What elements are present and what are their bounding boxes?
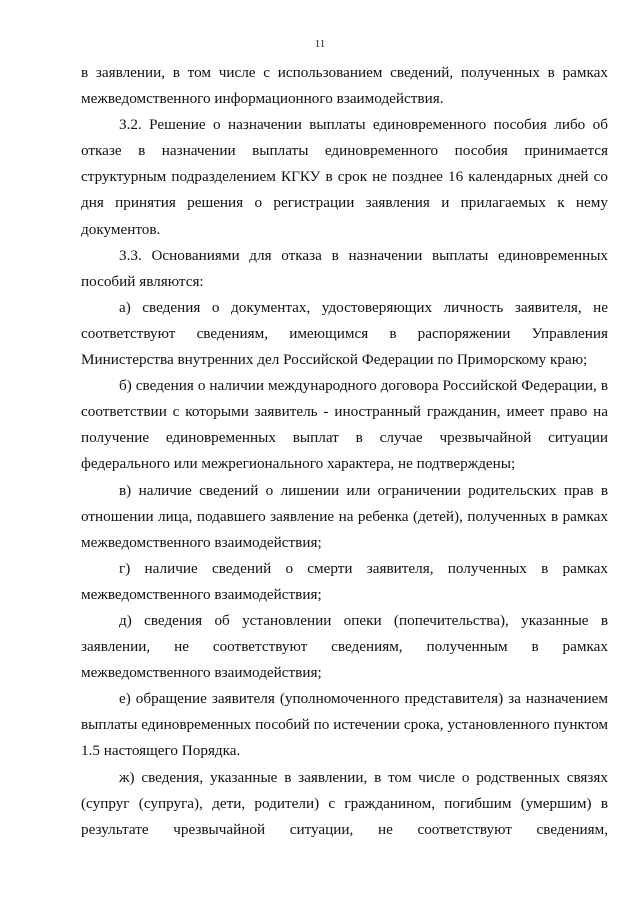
document-body xyxy=(81,60,608,843)
list-item-a: а) сведения о документах, удостоверяющих личность заявителя, не соответствуют сведениям, имеющимся в распоряжении Управления Министерства внутренних дел Российской Федерации по Приморскому краю; xyxy=(81,298,608,369)
page-number: 11 xyxy=(314,38,326,50)
paragraph-3-2: 3.2. Решение о назначении выплаты единовременного пособия либо об отказе в назначении выплаты единовременного пособия принимается структурным подразделением КГКУ в срок не позднее 16 календарных дней со дня принятия решения о регистрации заявления и прилагаемых к нему документов. xyxy=(81,116,608,238)
list-item-zh: ж) сведения, указанные в заявлении, в том числе о родственных связях (супруг (супруга), дети, родители) с гражданином, погибшим (умершим) в результате чрезвычайной ситуации, не соответствуют сведениям, xyxy=(81,768,608,838)
paragraph-3-3: 3.3. Основаниями для отказа в назначении выплаты единовременных пособий являются: xyxy=(81,246,608,290)
list-item-d: д) сведения об установлении опеки (попечительства), указанные в заявлении, не соответствуют сведениям, полученным в рамках межведомственного взаимодействия; xyxy=(81,611,608,682)
list-item-b: б) сведения о наличии международного договора Российской Федерации, в соответствии с которыми заявитель - иностранный гражданин, имеет право на получение единовременных выплат в случае чрезвычайной ситуации федерального или межрегионального характера, не подтверждены; xyxy=(81,377,608,473)
list-item-g: г) наличие сведений о смерти заявителя, полученных в рамках межведомственного взаимодействия; xyxy=(81,559,608,603)
list-item-v: в) наличие сведений о лишении или ограничении родительских прав в отношении лица, подавшего заявление на ребенка (детей), полученных в рамках межведомственного взаимодействия; xyxy=(81,481,608,551)
list-item-e: е) обращение заявителя (уполномоченного представителя) за назначением выплаты единовременных пособий по истечении срока, установленного пунктом 1.5 настоящего Порядка. xyxy=(81,690,608,760)
paragraph-continuation: в заявлении, в том числе с использованием сведений, полученных в рамках межведомственного информационного взаимодействия. xyxy=(81,64,608,108)
